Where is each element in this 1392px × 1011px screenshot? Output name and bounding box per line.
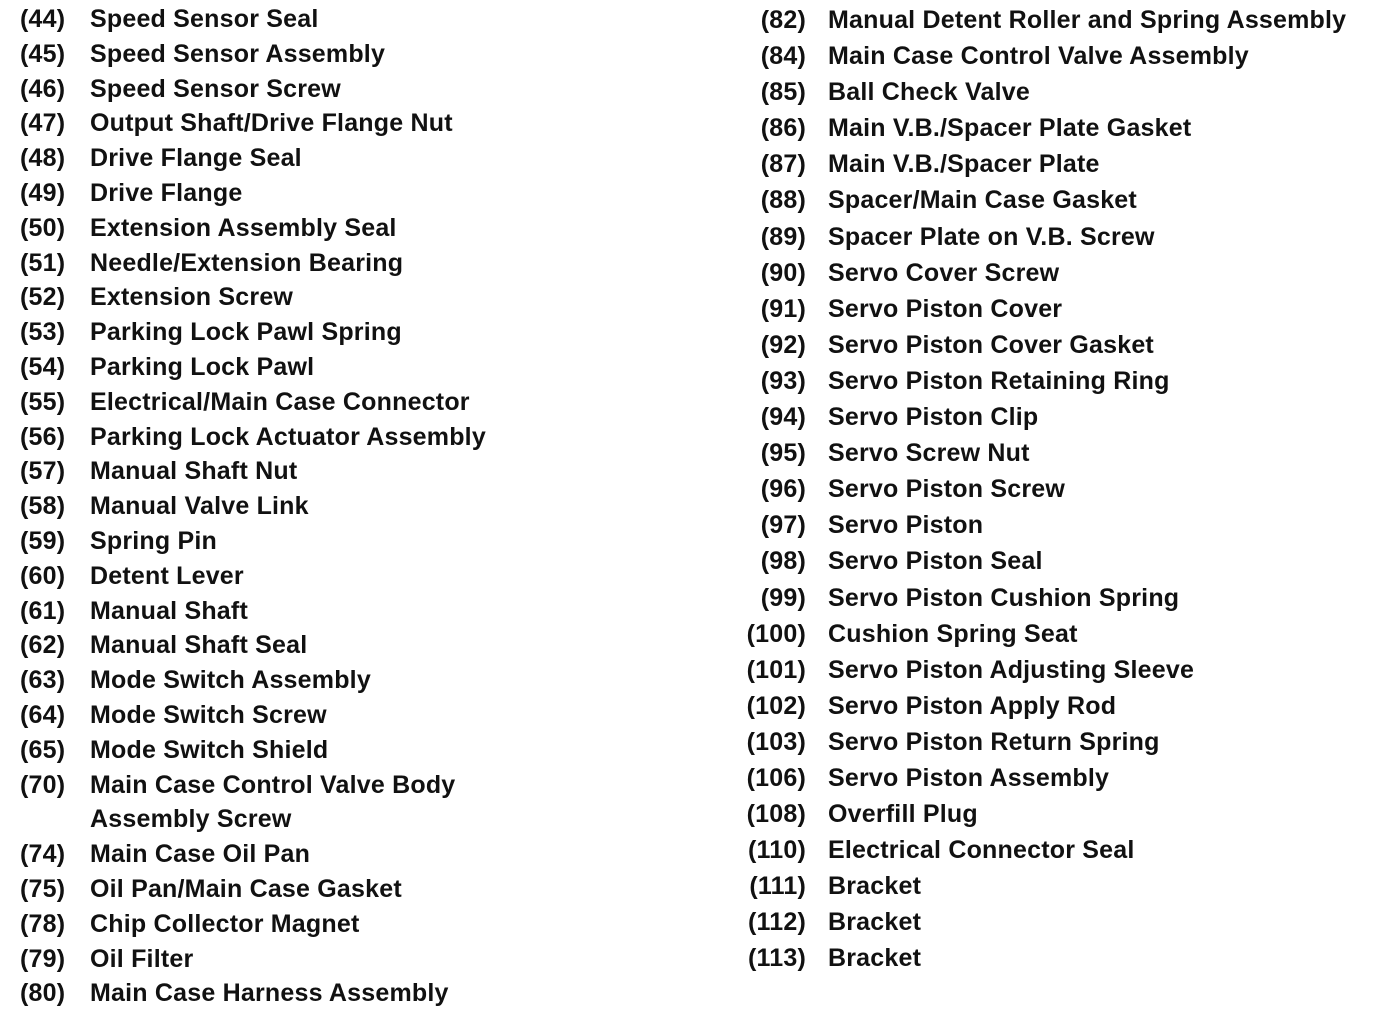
- parts-list-item: [0, 698, 690, 733]
- parts-list-left-column: [0, 2, 690, 1011]
- part-name: [828, 868, 921, 904]
- part-number: (88): [760, 186, 806, 215]
- part-name-line: Main Case Oil Pan: [90, 840, 311, 869]
- part-number: (87): [760, 150, 806, 179]
- parts-list-item: [700, 2, 1390, 38]
- part-name: [828, 399, 1038, 435]
- part-name-line: Main Case Harness Assembly: [90, 979, 449, 1008]
- parts-list-item: [0, 141, 690, 176]
- part-name-line: Main V.B./Spacer Plate: [828, 150, 1100, 179]
- part-number: (58): [20, 492, 66, 521]
- part-name: [90, 733, 328, 768]
- part-name-line: Spacer/Main Case Gasket: [828, 186, 1137, 215]
- parts-list-item: [0, 489, 690, 524]
- part-name: [90, 37, 385, 72]
- part-number: (112): [748, 908, 806, 937]
- part-number: (52): [20, 283, 66, 312]
- part-number: (113): [748, 944, 806, 973]
- part-name-line: Parking Lock Pawl: [90, 352, 315, 381]
- parts-list-item: [700, 580, 1390, 616]
- part-name: [828, 291, 1062, 327]
- part-name-line: Main V.B./Spacer Plate Gasket: [828, 114, 1192, 143]
- part-number: (56): [20, 422, 66, 451]
- part-number: (64): [20, 700, 66, 729]
- part-name: [90, 837, 310, 872]
- parts-list-item: [0, 768, 690, 838]
- part-number: (102): [746, 691, 806, 720]
- part-name: [90, 768, 455, 838]
- parts-list-item: [700, 399, 1390, 435]
- part-number: (93): [760, 366, 806, 395]
- part-name-line: Manual Shaft Nut: [90, 457, 298, 486]
- part-number: (59): [20, 526, 66, 555]
- part-number: (85): [760, 78, 806, 107]
- parts-list-item: [0, 628, 690, 663]
- part-number: (65): [20, 735, 66, 764]
- parts-list-item: [0, 559, 690, 594]
- part-name: [828, 688, 1116, 724]
- part-name-line: Drive Flange: [90, 178, 243, 207]
- parts-list-item: [0, 594, 690, 629]
- part-number: (48): [20, 144, 66, 173]
- part-name-line: Overfill Plug: [828, 800, 978, 829]
- part-number: (86): [760, 114, 806, 143]
- part-name: [828, 255, 1059, 291]
- part-name-line: Servo Piston Screw: [828, 475, 1066, 504]
- part-name: [90, 280, 293, 315]
- parts-list-item: [700, 652, 1390, 688]
- part-name-line: Main Case Control Valve Assembly: [828, 42, 1249, 71]
- part-name: [90, 524, 217, 559]
- parts-list-item: [700, 327, 1390, 363]
- part-name-line: Spring Pin: [90, 526, 217, 555]
- part-number: (53): [20, 318, 66, 347]
- part-name: [828, 146, 1100, 182]
- part-name-line: Servo Cover Screw: [828, 258, 1060, 287]
- part-number: (101): [746, 655, 806, 684]
- parts-list-item: [700, 219, 1390, 255]
- part-number: (97): [760, 511, 806, 540]
- part-name: [828, 2, 1346, 38]
- part-name: [828, 616, 1078, 652]
- part-name-line: Bracket: [828, 908, 922, 937]
- part-name-line: Manual Shaft Seal: [90, 631, 308, 660]
- part-name-line: Servo Piston Cover: [828, 294, 1063, 323]
- part-name: [828, 435, 1030, 471]
- part-number: (79): [20, 944, 66, 973]
- part-name: [90, 907, 359, 942]
- part-name: [828, 182, 1137, 218]
- parts-list-item: [700, 363, 1390, 399]
- part-name-line: Oil Pan/Main Case Gasket: [90, 874, 402, 903]
- part-number: (111): [749, 872, 806, 901]
- part-number: (106): [746, 763, 806, 792]
- part-number: (54): [20, 352, 66, 381]
- part-name-line: Servo Piston: [828, 511, 984, 540]
- part-name: [90, 106, 453, 141]
- part-number: (55): [20, 387, 66, 416]
- part-name: [828, 38, 1249, 74]
- part-name-line: Servo Piston Retaining Ring: [828, 366, 1170, 395]
- part-number: (108): [746, 800, 806, 829]
- parts-list-item: [0, 37, 690, 72]
- part-name: [828, 904, 921, 940]
- parts-list-item: [700, 868, 1390, 904]
- part-number: (90): [760, 258, 806, 287]
- part-name: [90, 385, 470, 420]
- part-name-line: Parking Lock Pawl Spring: [90, 318, 402, 347]
- part-name: [828, 796, 978, 832]
- part-name-line: Mode Switch Shield: [90, 735, 329, 764]
- part-number: (75): [20, 874, 66, 903]
- part-number: (92): [760, 330, 806, 359]
- parts-list-item: [700, 471, 1390, 507]
- parts-list-item: [700, 616, 1390, 652]
- parts-list-item: [0, 420, 690, 455]
- part-name-line: Detent Lever: [90, 561, 244, 590]
- part-name: [828, 940, 921, 976]
- part-name-line: Oil Filter: [90, 944, 194, 973]
- parts-list-item: [700, 904, 1390, 940]
- part-number: (45): [20, 39, 66, 68]
- part-name: [90, 211, 397, 246]
- part-number: (99): [760, 583, 806, 612]
- part-name-line: Speed Sensor Screw: [90, 74, 341, 103]
- parts-list-item: [700, 182, 1390, 218]
- part-number: (82): [760, 6, 806, 34]
- parts-list-item: [700, 832, 1390, 868]
- part-name-line: Servo Piston Seal: [828, 547, 1043, 576]
- part-name: [828, 74, 1030, 110]
- parts-list-item: [0, 733, 690, 768]
- part-name-line: Assembly Screw: [90, 805, 292, 834]
- part-name: [90, 698, 327, 733]
- part-name: [828, 760, 1109, 796]
- part-number: (84): [760, 42, 806, 71]
- parts-list-item: [700, 796, 1390, 832]
- part-name-line: Speed Sensor Seal: [90, 5, 319, 33]
- part-name: [90, 559, 244, 594]
- parts-list-item: [0, 385, 690, 420]
- part-name: [828, 543, 1043, 579]
- parts-list-item: [700, 110, 1390, 146]
- parts-list-item: [0, 72, 690, 107]
- parts-list-item: [0, 976, 690, 1011]
- part-name: [90, 628, 307, 663]
- part-name: [90, 872, 402, 907]
- part-number: (70): [20, 770, 66, 799]
- part-name: [90, 141, 302, 176]
- part-name-line: Servo Piston Adjusting Sleeve: [828, 655, 1195, 684]
- part-number: (62): [20, 631, 66, 660]
- part-name: [828, 363, 1170, 399]
- parts-list-item: [0, 350, 690, 385]
- part-name: [828, 507, 983, 543]
- parts-list-item: [0, 907, 690, 942]
- parts-list-item: [700, 38, 1390, 74]
- part-name: [828, 832, 1135, 868]
- part-number: (50): [20, 213, 66, 242]
- part-number: (110): [748, 836, 806, 865]
- parts-list-item: [700, 146, 1390, 182]
- part-name: [90, 594, 248, 629]
- part-name: [90, 420, 486, 455]
- parts-list-item: [700, 291, 1390, 327]
- part-name-line: Cushion Spring Seat: [828, 619, 1078, 648]
- part-name-line: Servo Piston Cushion Spring: [828, 583, 1180, 612]
- parts-list-item: [0, 524, 690, 559]
- parts-list-item: [700, 435, 1390, 471]
- part-number: (57): [20, 457, 66, 486]
- part-name-line: Electrical Connector Seal: [828, 836, 1135, 865]
- part-number: (89): [760, 222, 806, 251]
- part-name-line: Mode Switch Assembly: [90, 666, 371, 695]
- parts-list-item: [700, 507, 1390, 543]
- part-number: (103): [746, 727, 806, 756]
- part-number: (78): [20, 909, 66, 938]
- part-name-line: Bracket: [828, 944, 922, 973]
- part-number: (74): [20, 840, 66, 869]
- part-name: [90, 350, 314, 385]
- part-name-line: Output Shaft/Drive Flange Nut: [90, 109, 453, 138]
- part-number: (80): [20, 979, 66, 1008]
- part-name: [90, 976, 449, 1011]
- parts-list-item: [0, 942, 690, 977]
- part-name-line: Servo Piston Clip: [828, 403, 1039, 432]
- parts-list-right-column: [700, 2, 1390, 977]
- part-name-line: Servo Piston Apply Rod: [828, 691, 1117, 720]
- part-name-line: Extension Screw: [90, 283, 294, 312]
- part-name-line: Servo Screw Nut: [828, 439, 1030, 468]
- part-name: [828, 471, 1065, 507]
- part-number: (91): [760, 294, 806, 323]
- part-number: (46): [20, 74, 66, 103]
- part-number: (95): [760, 439, 806, 468]
- part-name-line: Bracket: [828, 872, 922, 901]
- part-name-line: Manual Valve Link: [90, 492, 309, 521]
- parts-list-item: [0, 280, 690, 315]
- part-name: [828, 219, 1155, 255]
- part-name: [828, 110, 1191, 146]
- parts-list-item: [700, 724, 1390, 760]
- part-name-line: Chip Collector Magnet: [90, 909, 360, 938]
- part-name-line: Extension Assembly Seal: [90, 213, 397, 242]
- part-name: [90, 663, 371, 698]
- parts-list-item: [0, 246, 690, 281]
- part-name: [90, 246, 403, 281]
- part-name: [90, 489, 309, 524]
- part-name-line: Spacer Plate on V.B. Screw: [828, 222, 1155, 251]
- parts-list-item: [700, 255, 1390, 291]
- part-name-line: Parking Lock Actuator Assembly: [90, 422, 486, 451]
- part-number: (51): [20, 248, 66, 277]
- part-name-line: Manual Detent Roller and Spring Assembly: [828, 6, 1347, 34]
- parts-list-item: [0, 872, 690, 907]
- part-number: (98): [760, 547, 806, 576]
- part-number: (94): [760, 403, 806, 432]
- part-name: [90, 315, 402, 350]
- part-number: (100): [746, 619, 806, 648]
- parts-list-item: [0, 211, 690, 246]
- parts-list-item: [0, 663, 690, 698]
- part-name-line: Mode Switch Screw: [90, 700, 327, 729]
- part-name-line: Servo Piston Return Spring: [828, 727, 1160, 756]
- part-number: (44): [20, 5, 66, 33]
- part-name: [90, 2, 319, 37]
- part-number: (49): [20, 178, 66, 207]
- part-name-line: Drive Flange Seal: [90, 144, 302, 173]
- parts-list-item: [0, 176, 690, 211]
- part-number: (96): [760, 475, 806, 504]
- parts-list-item: [700, 543, 1390, 579]
- part-name: [90, 454, 297, 489]
- part-name-line: Manual Shaft: [90, 596, 248, 625]
- parts-list-item: [700, 940, 1390, 976]
- part-name: [90, 176, 242, 211]
- part-name-line: Speed Sensor Assembly: [90, 39, 386, 68]
- parts-list-item: [0, 454, 690, 489]
- part-name: [828, 580, 1179, 616]
- part-name-line: Electrical/Main Case Connector: [90, 387, 470, 416]
- part-name: [90, 942, 193, 977]
- part-number: (60): [20, 561, 66, 590]
- part-name: [828, 327, 1154, 363]
- parts-list-item: [700, 760, 1390, 796]
- part-number: (47): [20, 109, 66, 138]
- part-name-line: Main Case Control Valve Body: [90, 770, 456, 799]
- part-name-line: Servo Piston Assembly: [828, 763, 1110, 792]
- parts-list-item: [0, 315, 690, 350]
- part-name: [828, 724, 1160, 760]
- part-number: (61): [20, 596, 66, 625]
- parts-list-item: [700, 74, 1390, 110]
- part-name-line: Needle/Extension Bearing: [90, 248, 404, 277]
- part-name-line: Ball Check Valve: [828, 78, 1030, 107]
- part-name: [828, 652, 1194, 688]
- part-name: [90, 72, 341, 107]
- parts-list-item: [0, 837, 690, 872]
- parts-list-item: [700, 688, 1390, 724]
- part-number: (63): [20, 666, 66, 695]
- parts-list-item: [0, 2, 690, 37]
- parts-list-item: [0, 106, 690, 141]
- part-name-line: Servo Piston Cover Gasket: [828, 330, 1154, 359]
